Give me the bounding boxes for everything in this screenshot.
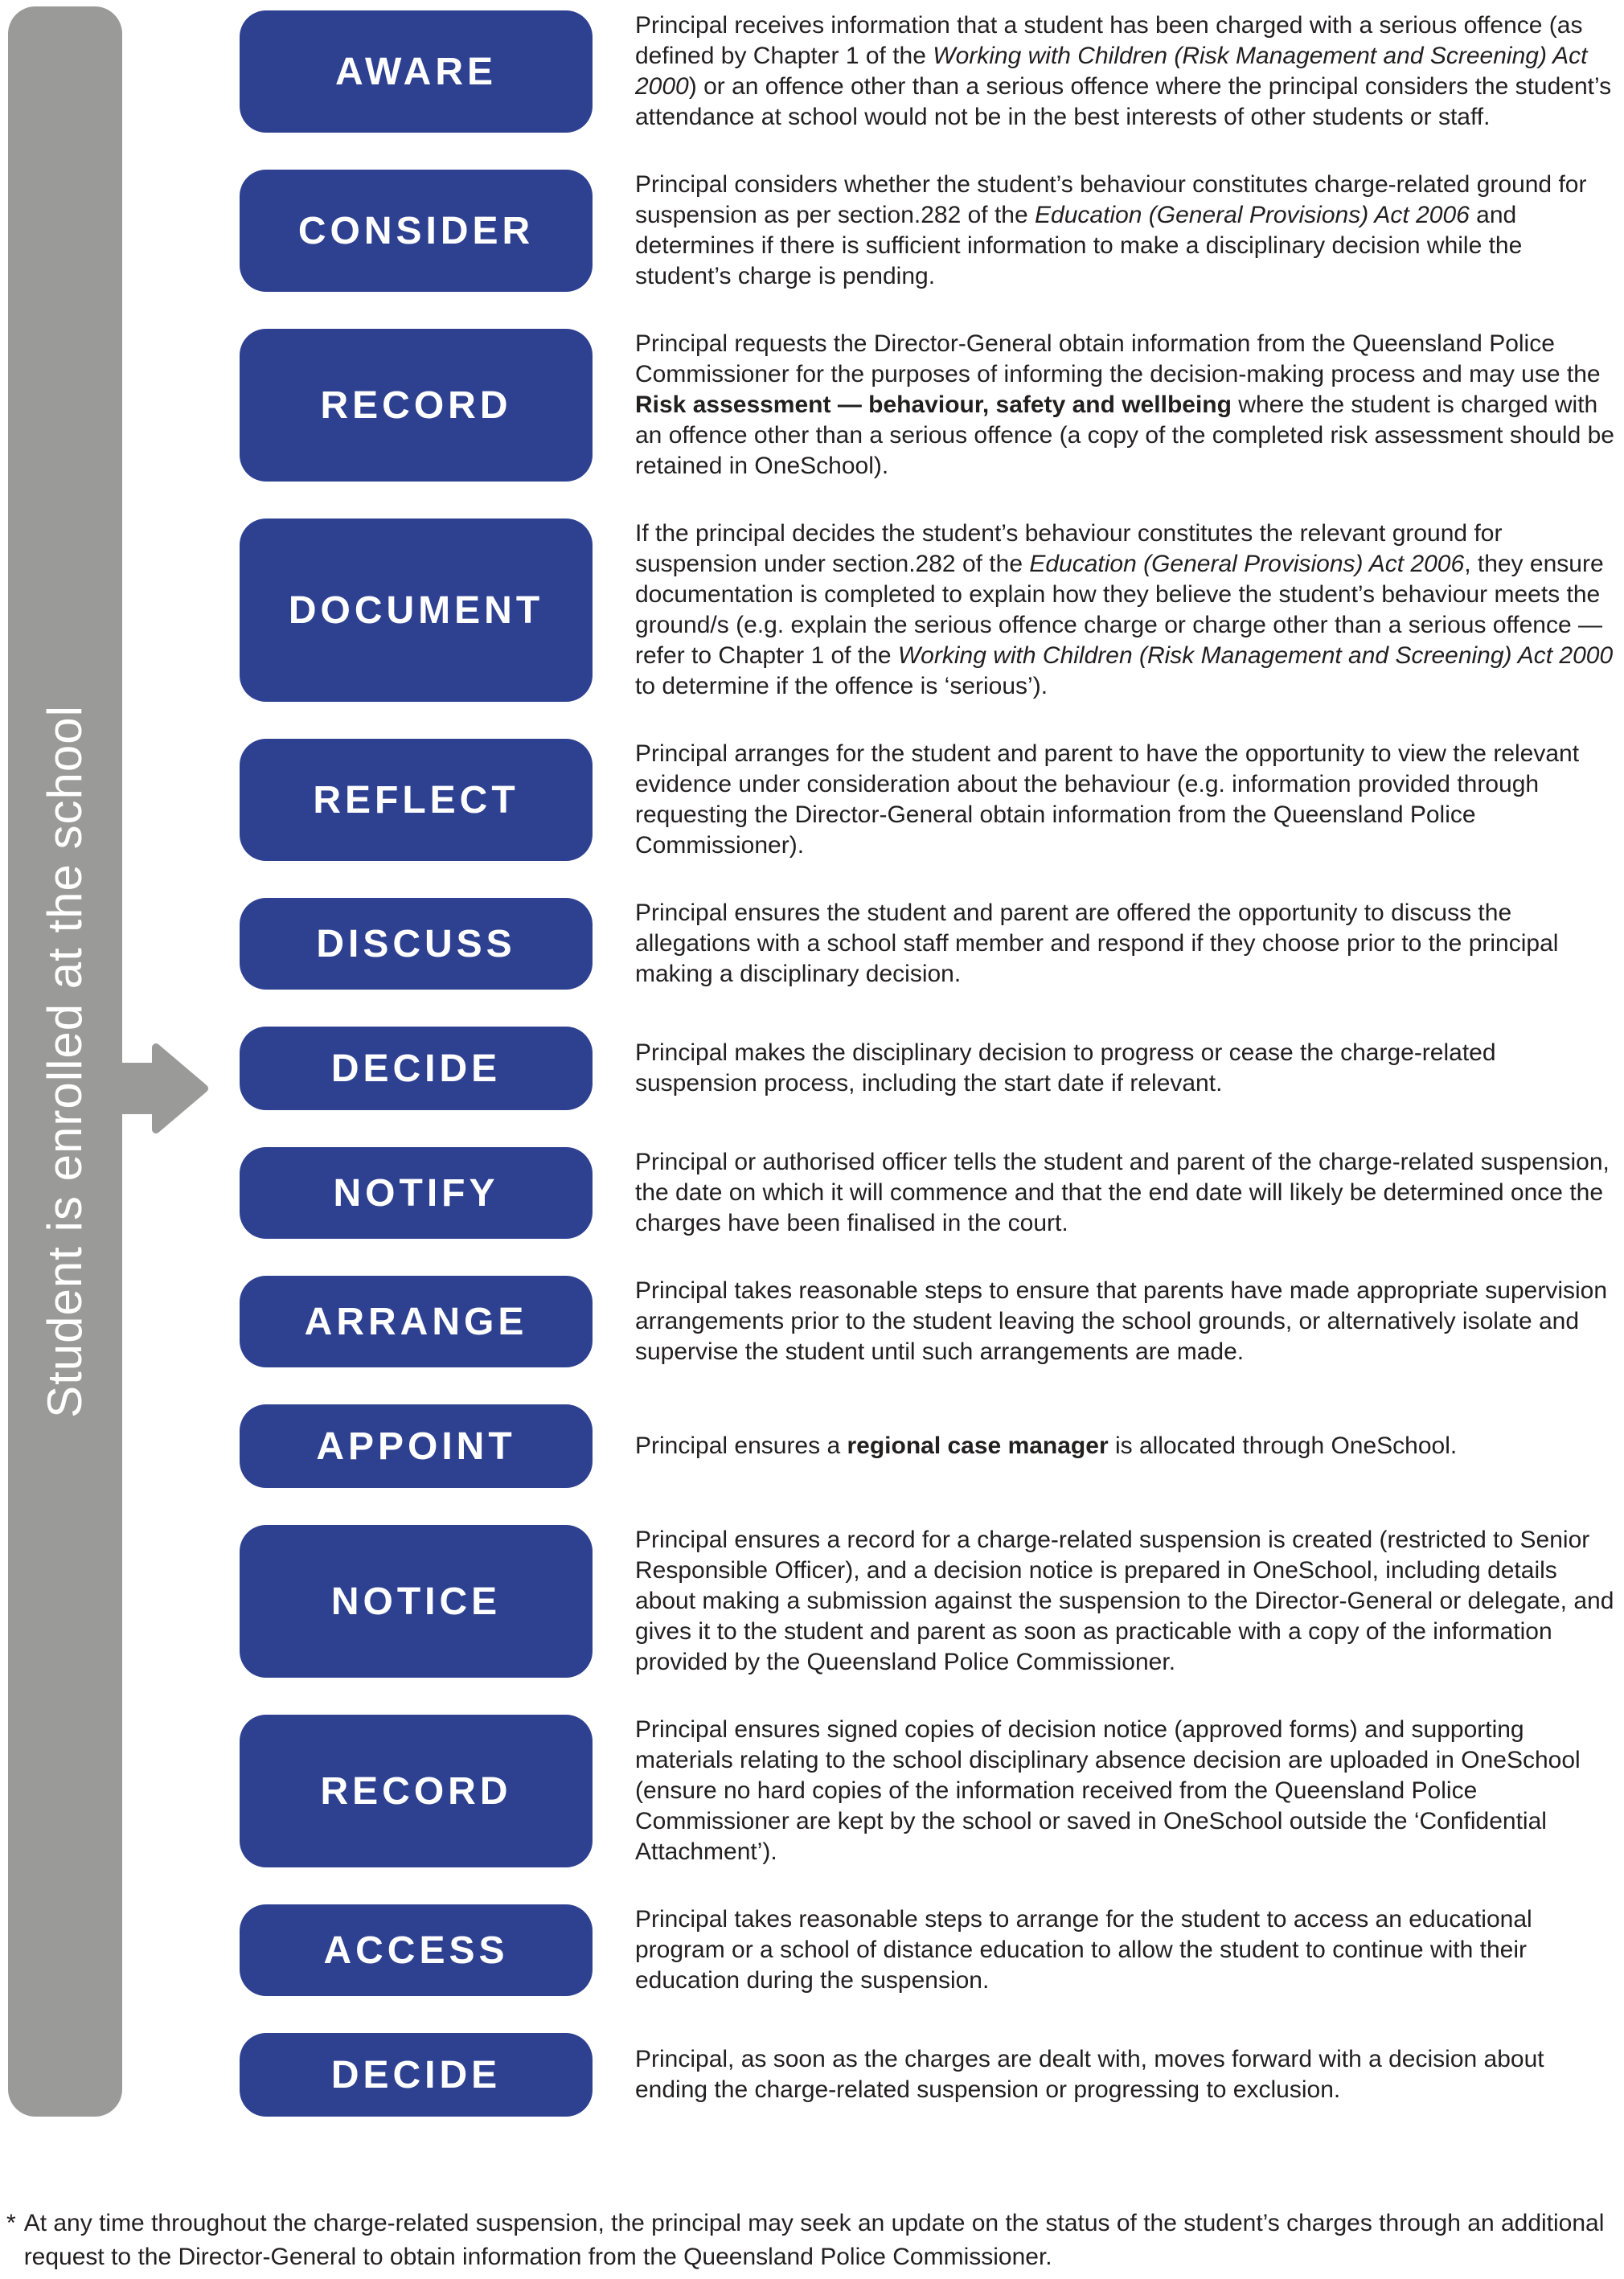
step-box-arrange <box>240 1276 593 1367</box>
step-desc-record-1: Principal requests the Director-General obtain information from the Queensland Police Commissioner for the purposes of informing the decision-making process and may use the Risk assessment — behaviour, safety and wellbeing where the student is charged with an offence other than a serious offence (a copy of the completed risk assessment should be retained in OneSchool). <box>635 330 1614 479</box>
step-label: CONSIDER <box>297 209 535 252</box>
step-row-notice <box>240 1525 1624 1678</box>
step-desc-discuss: Principal ensures the student and parent are offered the opportunity to discuss the allegations with a school staff member and respond if they choose prior to the principal making a disciplinary decision. <box>635 900 1559 987</box>
step-desc-record-2: Principal ensures signed copies of decision notice (approved forms) and supporting materials relating to the school disciplinary absence decision are uploaded in OneSchool (ensure no hard copies of the information received from the Queensland Police Commissioner are kept by the school or saved in OneSchool outside the ‘Confidential Attachment’). <box>635 1716 1581 1865</box>
step-row-record-1 <box>240 329 1624 482</box>
step-label: ACCESS <box>323 1929 509 1972</box>
enrolment-rail <box>8 6 122 2117</box>
step-box-record-1 <box>240 329 593 482</box>
step-row-document <box>240 519 1624 702</box>
step-desc-document: If the principal decides the student’s behaviour constitutes the relevant ground for suspension under section.282 of the Education (General Provisions) Act 2006, they ensure documentation is completed to explain how they believe the student’s behaviour meets the ground/s (e.g. explain the serious offence charge or charge other than a serious offence — refer to Chapter 1 of the Working with Children (Risk Management and Screening) Act 2000 to determine if the offence is ‘serious’). <box>635 520 1614 699</box>
step-box-decide-2 <box>240 2033 593 2117</box>
step-desc-arrange: Principal takes reasonable steps to ensure that parents have made appropriate supervision arrangements prior to the student leaving the school grounds, or alternatively isolate and supervise the student until such arrangements are made. <box>635 1277 1608 1365</box>
step-label: DOCUMENT <box>288 588 544 632</box>
step-box-notice <box>240 1525 593 1678</box>
step-label: APPOINT <box>316 1424 516 1468</box>
step-row-reflect <box>240 739 1624 861</box>
step-box-decide-1 <box>240 1027 593 1110</box>
step-label: AWARE <box>334 50 497 93</box>
step-box-notify <box>240 1147 593 1239</box>
step-label: NOTICE <box>330 1580 502 1623</box>
step-desc-decide-2: Principal, as soon as the charges are dealt with, moves forward with a decision about ending the charge-related suspension or progressing to exclusion. <box>635 2046 1544 2103</box>
step-desc-aware: Principal receives information that a student has been charged with a serious offence (as defined by Chapter 1 of the Working with Children (Risk Management and Screening) Act 2000) or an offence other than a serious offence where the principal considers the student’s attendance at school would not be in the best interests of other students or staff. <box>635 12 1612 130</box>
step-box-document <box>240 519 593 702</box>
step-box-aware <box>240 10 593 133</box>
footnote <box>6 2207 1618 2274</box>
step-label: RECORD <box>320 383 512 427</box>
rail-label: Student is enrolled at the school <box>38 705 92 1418</box>
step-row-access <box>240 1904 1624 1996</box>
step-label: RECORD <box>320 1769 512 1813</box>
step-row-discuss <box>240 898 1624 990</box>
flow-arrow-icon <box>122 1038 212 1139</box>
step-row-arrange <box>240 1276 1624 1367</box>
footnote-text: At any time throughout the charge-related suspension, the principal may seek an update on the status of the student’s charges through an additional request to the Director-General to obtain information from the Queensland Police Commissioner. <box>23 2210 1605 2270</box>
step-desc-notify: Principal or authorised officer tells the student and parent of the charge-related suspension, the date on which it will commence and that the end date will likely be determined once the charges have been finalised in the court. <box>635 1149 1610 1236</box>
step-box-appoint <box>240 1404 593 1488</box>
step-row-notify <box>240 1147 1624 1239</box>
step-label: DECIDE <box>330 1047 502 1090</box>
step-row-aware <box>240 10 1624 133</box>
step-row-decide-1 <box>240 1027 1624 1110</box>
step-label: REFLECT <box>313 778 519 822</box>
step-row-decide-2 <box>240 2033 1624 2117</box>
steps-column <box>240 6 1624 2117</box>
step-box-access <box>240 1904 593 1996</box>
step-label: NOTIFY <box>333 1171 499 1215</box>
step-desc-appoint: Principal ensures a regional case manager is allocated through OneSchool. <box>635 1433 1458 1459</box>
footnote-marker: * <box>6 2210 16 2236</box>
step-row-appoint <box>240 1404 1624 1488</box>
step-label: ARRANGE <box>304 1300 528 1343</box>
step-box-consider <box>240 170 593 292</box>
step-desc-decide-1: Principal makes the disciplinary decision to progress or cease the charge-related suspension process, including the start date if relevant. <box>635 1039 1496 1096</box>
step-label: DECIDE <box>330 2053 502 2097</box>
step-box-reflect <box>240 739 593 861</box>
step-box-discuss <box>240 898 593 990</box>
step-desc-notice: Principal ensures a record for a charge-related suspension is created (restricted to Senior Responsible Officer), and a decision notice is prepared in OneSchool, including details about making a submission against the suspension to the Director-General or delegate, and gives it to the student and parent as soon as practicable with a copy of the information provided by the Queensland Police Commissioner. <box>635 1527 1614 1675</box>
step-desc-access: Principal takes reasonable steps to arrange for the student to access an educational program or a school of distance education to allow the student to continue with their education during the suspension. <box>635 1906 1532 1994</box>
step-desc-reflect: Principal arranges for the student and parent to have the opportunity to view the relevant evidence under consideration about the behaviour (e.g. information provided through requesting the Director-General obtain information from the Queensland Police Commissioner). <box>635 740 1580 859</box>
step-label: DISCUSS <box>316 922 516 965</box>
step-row-consider <box>240 170 1624 292</box>
step-desc-consider: Principal considers whether the student’s behaviour constitutes charge-related ground for suspension as per section.282 of the Education (General Provisions) Act 2006 and determines if there is sufficient information to make a disciplinary decision while the student’s charge is pending. <box>635 171 1587 289</box>
step-row-record-2 <box>240 1715 1624 1867</box>
step-box-record-2 <box>240 1715 593 1867</box>
